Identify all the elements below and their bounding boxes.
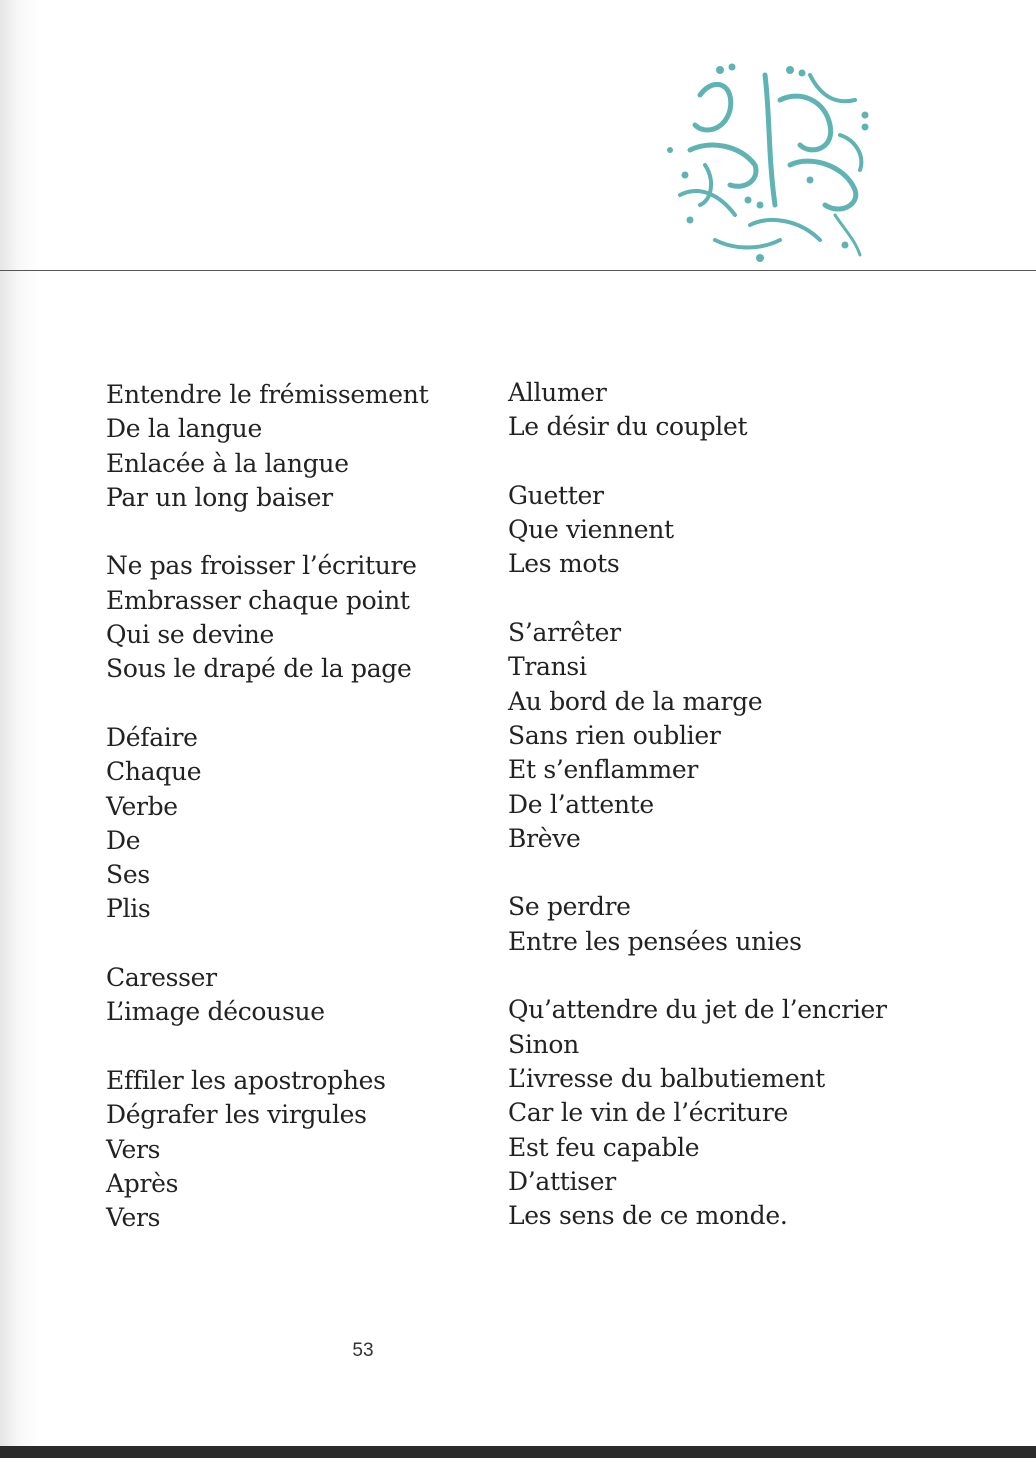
poem-line: Qui se devine <box>106 620 275 650</box>
poem-line: Est feu capable <box>508 1132 700 1162</box>
stanza <box>508 993 968 1233</box>
bottom-edge-bar <box>0 1446 1036 1458</box>
poem-line: Et s’enflammer <box>508 755 699 785</box>
poem-line: De <box>106 825 141 855</box>
poem-line: Plis <box>106 894 151 924</box>
poem-line: Qu’attendre du jet de l’encrier <box>508 995 887 1025</box>
stanza <box>508 890 968 959</box>
poem-line: Le désir du couplet <box>508 412 748 442</box>
stanza <box>508 376 968 445</box>
poem-line: Sans rien oublier <box>508 720 721 750</box>
poem-line: Défaire <box>106 722 198 752</box>
poem-line: Entre les pensées unies <box>508 926 802 956</box>
poem-line: Ne pas froisser l’écriture <box>106 551 417 581</box>
poem-line: Que viennent <box>508 515 674 545</box>
poem-line: Sinon <box>508 1029 579 1059</box>
poem-line: Effiler les apostrophes <box>106 1065 386 1095</box>
poem-line: D’attiser <box>508 1166 616 1196</box>
poem-line: Vers <box>106 1203 161 1233</box>
poem-column-right <box>508 376 968 1268</box>
stanza <box>106 721 566 927</box>
poem-line: Guetter <box>508 480 604 510</box>
arabic-calligraphy-logo <box>660 55 875 265</box>
poem-line: Dégrafer les virgules <box>106 1100 367 1130</box>
poem-line: Les mots <box>508 549 620 579</box>
poem-line: Après <box>106 1168 179 1198</box>
poem-line: De l’attente <box>508 789 654 819</box>
poem-line: Embrasser chaque point <box>106 585 410 615</box>
poem-line: De la langue <box>106 414 262 444</box>
poem-line: Ses <box>106 860 150 890</box>
poem-line: Chaque <box>106 757 202 787</box>
poem-line: Sous le drapé de la page <box>106 654 412 684</box>
stanza <box>508 616 968 856</box>
poem-line: S’arrêter <box>508 618 621 648</box>
poem-line: L’ivresse du balbutiement <box>508 1063 825 1093</box>
poem-column-left <box>106 378 566 1270</box>
poem-line: Brève <box>508 823 581 853</box>
stanza <box>106 961 566 1030</box>
poem-line: Se perdre <box>508 892 631 922</box>
stanza <box>106 1064 566 1235</box>
poem-line: Enlacée à la langue <box>106 448 349 478</box>
poem-line: L’image décousue <box>106 997 325 1027</box>
poem-line: Entendre le frémissement <box>106 380 429 409</box>
header-divider <box>0 270 1036 271</box>
poem-line: Allumer <box>508 378 607 407</box>
page-number: 53 <box>352 1340 374 1361</box>
poem-line: Vers <box>106 1134 161 1164</box>
poem-line: Verbe <box>106 791 178 821</box>
poem-line: Par un long baiser <box>106 482 333 512</box>
stanza <box>106 378 566 515</box>
poem-line: Caresser <box>106 963 217 993</box>
stanza <box>508 479 968 582</box>
poem-line: Les sens de ce monde. <box>508 1201 788 1231</box>
stanza <box>106 549 566 686</box>
poem-line: Car le vin de l’écriture <box>508 1098 788 1128</box>
poem-line: Au bord de la marge <box>508 686 763 716</box>
poem-line: Transi <box>508 652 587 682</box>
